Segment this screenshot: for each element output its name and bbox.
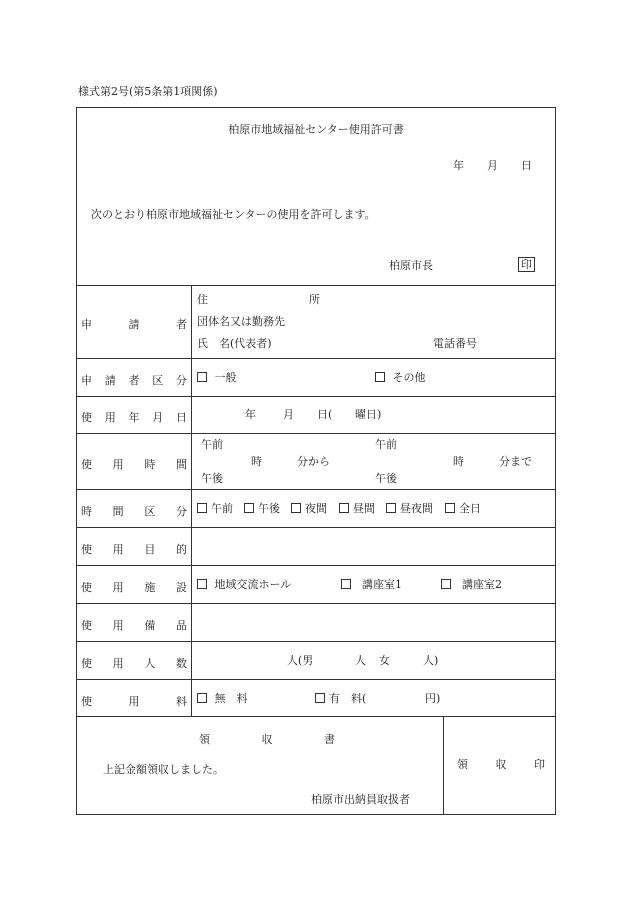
label-fee: 使 用 料 <box>81 695 187 708</box>
label-purpose: 使 用 目 的 <box>81 543 187 556</box>
people-female: 人) <box>423 654 439 667</box>
label-people: 使 用 人 数 <box>81 657 187 670</box>
address-label: 住 <box>197 293 208 306</box>
use-date-year: 年 <box>245 408 256 421</box>
issuer: 柏原市長 <box>389 259 433 272</box>
time-from-hour: 時 <box>251 455 262 468</box>
receipt-officer: 柏原市出納員取扱者 <box>311 793 410 806</box>
fee-free[interactable]: 無 料 <box>197 693 248 704</box>
slot-pm[interactable]: 午後 <box>244 503 280 514</box>
use-date-month: 月 <box>283 408 294 421</box>
permit-title: 柏原市地域福祉センター使用許可書 <box>228 123 404 136</box>
date-day: 日 <box>521 159 532 172</box>
checkbox[interactable] <box>375 372 385 382</box>
checkbox[interactable] <box>386 503 396 513</box>
category-other[interactable]: その他 <box>375 372 426 383</box>
category-general[interactable]: 一般 <box>197 372 237 383</box>
fee-paid[interactable]: 有 料( <box>315 693 366 704</box>
receipt-stamp-label: 領 収 印 <box>457 758 545 771</box>
permit-body: 次のとおり柏原市地域福祉センターの使用を許可します。 <box>91 208 376 221</box>
use-date-weekday: 曜日) <box>355 408 382 421</box>
time-to-pm: 午後 <box>375 472 397 485</box>
facility-room2[interactable]: 講座室2 <box>441 579 502 590</box>
date-month: 月 <box>487 159 498 172</box>
time-from-minute: 分から <box>297 455 330 468</box>
fee-yen: 円) <box>425 692 441 705</box>
label-use-date: 使 用 年 月 日 <box>81 411 187 424</box>
time-to-minute: 分まで <box>499 455 532 468</box>
label-use-time: 使 用 時 間 <box>81 458 187 471</box>
facility-room1[interactable]: 講座室1 <box>341 579 402 590</box>
checkbox[interactable] <box>244 503 254 513</box>
facility-hall[interactable]: 地域交流ホール <box>197 579 291 590</box>
checkbox[interactable] <box>197 579 207 589</box>
address-label-2: 所 <box>309 293 320 306</box>
checkbox[interactable] <box>197 372 207 382</box>
slot-allday[interactable]: 全日 <box>445 503 481 514</box>
phone-label: 電話番号 <box>433 337 477 350</box>
checkbox[interactable] <box>445 503 455 513</box>
time-to-hour: 時 <box>453 455 464 468</box>
checkbox[interactable] <box>339 503 349 513</box>
checkbox[interactable] <box>291 503 301 513</box>
time-to-am: 午前 <box>375 438 397 451</box>
people-male: 人 <box>355 654 366 667</box>
checkbox[interactable] <box>341 579 351 589</box>
label-applicant: 申 請 者 <box>81 318 187 331</box>
slot-night[interactable]: 夜間 <box>291 503 327 514</box>
checkbox[interactable] <box>197 503 207 513</box>
slot-am[interactable]: 午前 <box>197 503 233 514</box>
permit-form <box>76 107 556 815</box>
checkbox[interactable] <box>197 693 207 703</box>
slot-daynight[interactable]: 昼夜間 <box>386 503 433 514</box>
checkbox[interactable] <box>315 693 325 703</box>
people-total: 人(男 <box>287 654 314 667</box>
form-caption: 様式第2号(第5条第1項関係) <box>78 85 218 98</box>
time-from-am: 午前 <box>201 438 223 451</box>
label-equipment: 使 用 備 品 <box>81 619 187 632</box>
name-label: 氏 名(代表者) <box>197 337 272 350</box>
people-female-label: 女 <box>379 654 390 667</box>
receipt-statement: 上記金額領収しました。 <box>103 763 224 776</box>
use-date-day: 日( <box>317 408 333 421</box>
label-facility: 使 用 施 設 <box>81 581 187 594</box>
label-time-slot: 時 間 区 分 <box>81 505 187 518</box>
checkbox[interactable] <box>441 579 451 589</box>
slot-day[interactable]: 昼間 <box>339 503 375 514</box>
label-category: 申 請 者 区 分 <box>81 374 187 387</box>
time-from-pm: 午後 <box>201 472 223 485</box>
date-year: 年 <box>453 159 464 172</box>
org-label: 団体名又は勤務先 <box>197 315 285 328</box>
seal-mark: 印 <box>518 257 535 272</box>
receipt-title: 領 収 書 <box>199 733 335 746</box>
